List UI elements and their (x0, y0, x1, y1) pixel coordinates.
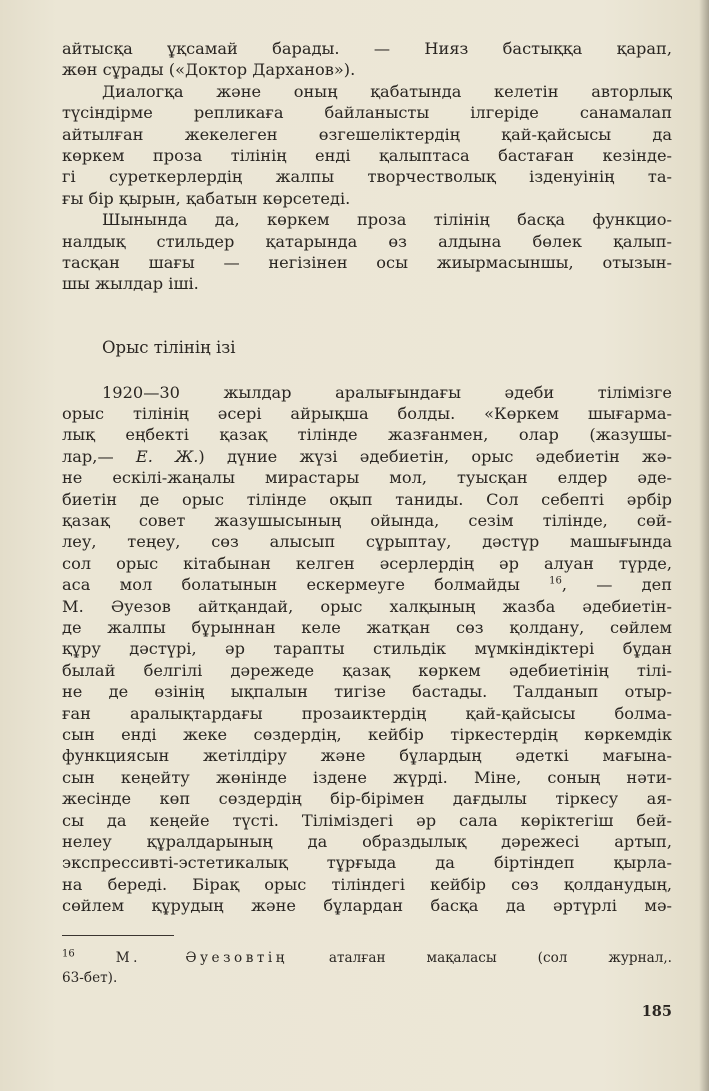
text-line: қазақ совет жазушысының ойында, сезім тілінде, сөй- (62, 511, 672, 531)
text-line: сын кеңейту жөнінде іздене жүрді. Міне, соның нәти- (62, 767, 672, 787)
main-text (62, 38, 672, 916)
text-line: экспрессивті-эстетикалық тұрғыда да біртіндеп қырла- (62, 853, 672, 873)
text-line: биетін де орыс тілінде оқып таниды. Сол себепті әрбір (62, 489, 672, 509)
text-line: не де өзінің ықпалын тигізе бастады. Талданып отыр- (62, 682, 672, 702)
text-line: айтылған жекелеген өзгешеліктердің қай-қайсысы да (62, 124, 672, 144)
text-line: нелеу құралдарының да образдылық дәрежесі артып, (62, 831, 672, 851)
text-line: сөйлем құрудың және бұлардан басқа да әртүрлі мә- (62, 896, 672, 916)
footnote-text: аталған мақаласы (сол журнал,. (328, 950, 672, 966)
text-line: ған аралықтардағы прозаиктердің қай-қайсысы болма- (62, 703, 672, 723)
author-abbreviation: Е. Ж. (135, 446, 199, 466)
footnote-number: 16 (62, 948, 75, 960)
text-line: тасқан шағы — негізінен осы жиырмасыншы, отызын- (62, 252, 672, 272)
text-line: құру дәстүрі, әр тарапты стильдік мүмкіндіктері бұдан (62, 639, 672, 659)
footnote-divider (62, 935, 174, 936)
text-line: 1920—30 жылдар аралығындағы әдеби тілімізге (102, 382, 672, 402)
text-line: налдық стильдер қатарында өз алдына бөлек қалып- (62, 231, 672, 251)
text-fragment: , — деп (561, 575, 672, 595)
text-line: жөн сұрады («Доктор Дарханов»). (62, 60, 356, 80)
text-line: де жалпы бұрыннан келе жатқан сөз қолдану, сөйлем (62, 617, 672, 637)
text-line: леу, теңеу, сөз алысып сұрыптау, дәстүр машығында (62, 532, 672, 552)
text-line: не ескілі-жаңалы мирастары мол, туысқан елдер әде- (62, 468, 672, 488)
text-fragment: аса мол болатынын ескермеуге болмайды (62, 575, 520, 595)
footnote-author: М. Әуезовтің (115, 950, 288, 966)
text-line: функциясын жетілдіру және бұлардың әдеткі мағына- (62, 746, 672, 766)
text-line: Шынында да, көркем проза тілінің басқа функцио- (102, 210, 672, 230)
text-line: жесінде көп сөздердің бір-бірімен дағдылы тіркесу ая- (62, 789, 672, 809)
page-edge-shadow (699, 0, 709, 1091)
footnote-line (62, 948, 672, 968)
footnote-line: 63-бет). (62, 970, 118, 986)
text-line: орыс тілінің әсері айрықша болды. «Көркем шығарма- (62, 404, 672, 424)
text-fragment: лар,— (62, 446, 136, 466)
footnote-reference: 16 (549, 575, 562, 587)
text-line: шы жылдар іші. (62, 274, 199, 294)
text-line: айтысқа ұқсамай барады. — Нияз бастыққа қарап, (62, 39, 672, 58)
page-number: 185 (641, 1003, 672, 1020)
text-line: ғы бір қырын, қабатын көрсетеді. (62, 188, 351, 208)
section-heading: Орыс тілінің ізі (102, 337, 236, 357)
text-line: көркем проза тілінің енді қалыптаса бастаған кезінде- (62, 145, 672, 165)
text-line: былай белгілі дәрежеде қазақ көркем әдебиетінің тілі- (62, 660, 672, 680)
text-line: түсіндірме репликаға байланысты ілгеріде санамалап (62, 103, 672, 123)
text-line: сы да кеңейе түсті. Тіліміздегі әр сала көріктегіш бей- (62, 810, 672, 830)
text-line (62, 446, 672, 467)
text-line: М. Әуезов айтқандай, орыс халқының жазба әдебиетін- (62, 596, 672, 616)
text-line: сол орыс кітабынан келген әсерлердің әр алуан түрде, (62, 553, 672, 573)
text-line: на береді. Бірақ орыс тіліндегі кейбір сөз қолданудың, (62, 874, 672, 894)
text-line (62, 574, 672, 595)
footnote (62, 948, 672, 988)
text-line: Диалогқа және оның қабатында келетін авторлық (102, 81, 672, 101)
text-line: гі суреткерлердің жалпы творчестволық ізденуінің та- (62, 167, 672, 187)
text-line: лық еңбекті қазақ тілінде жазғанмен, олар (жазушы- (62, 425, 672, 445)
text-fragment: ) дүние жүзі әдебиетін, орыс әдебиетін жә- (198, 446, 672, 466)
text-line: сын енді жеке сөздердің, кейбір тіркестердің көркемдік (62, 724, 672, 744)
